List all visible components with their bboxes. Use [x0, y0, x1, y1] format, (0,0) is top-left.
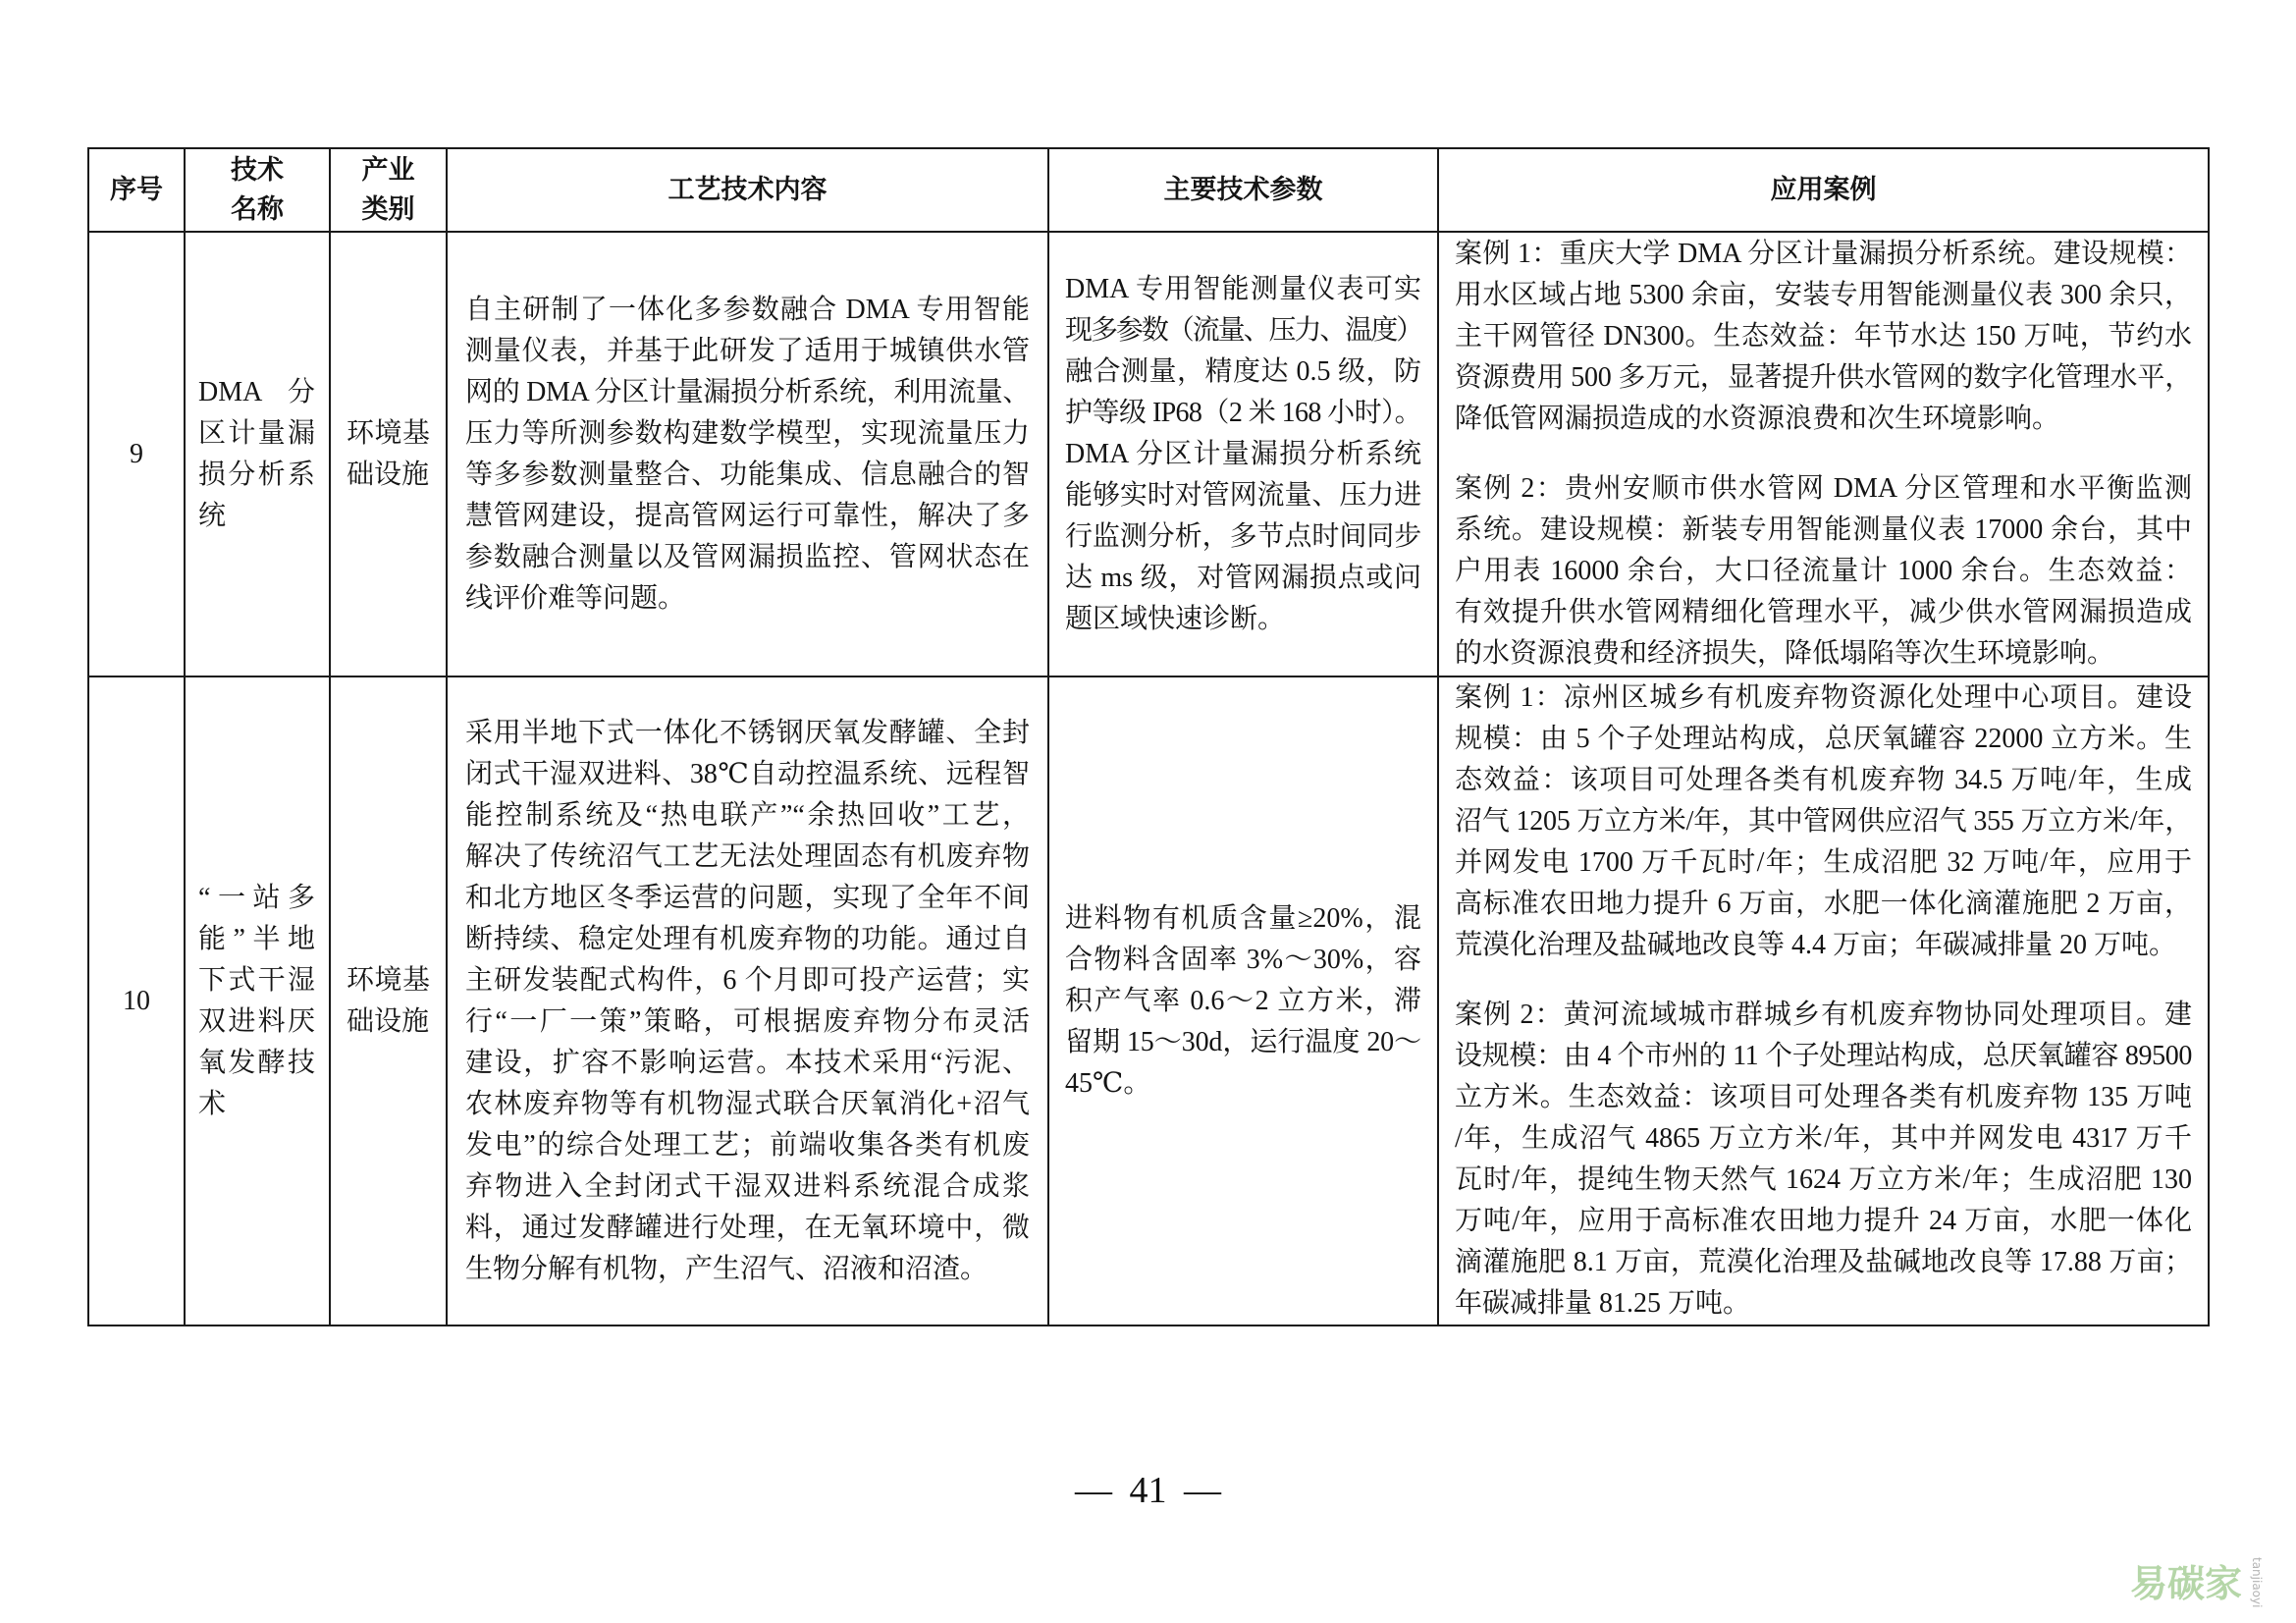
text-line: 案例 2：贵州安顺市供水管网 DMA 分区管理和水平衡监测: [1455, 473, 2192, 504]
text-line: 并网发电 1700 万千瓦时/年；生成沼肥 32 万吨/年，应用于: [1455, 847, 2192, 878]
text-line: 现多参数（流量、压力、温度）: [1065, 314, 1421, 346]
text-line: 料，通过发酵罐进行处理，在无氧环境中，微: [465, 1212, 1030, 1243]
index-cell: 9: [88, 232, 185, 676]
technical-parameters: [1065, 898, 1421, 1105]
text-line: 融合测量，精度达 0.5 级，防: [1065, 355, 1421, 387]
text-line: 损分析系: [198, 459, 315, 490]
text-line: 采用半地下式一体化不锈钢厌氧发酵罐、全封: [465, 717, 1030, 748]
text-line: 生物分解有机物，产生沼气、沼液和沼渣。: [465, 1253, 988, 1284]
process-content: [465, 290, 1030, 620]
text-line: DMA 分: [198, 376, 315, 407]
watermark-logo: [2130, 1557, 2277, 1616]
text-line: 础设施: [347, 1005, 430, 1037]
industry-category: [347, 413, 430, 496]
application-case: [1455, 677, 2192, 966]
text-line: 产业: [361, 154, 415, 186]
text-line: 技术: [231, 154, 284, 186]
text-line: 高标准农田地力提升 6 万亩，水肥一体化滴灌施肥 2 万亩，: [1455, 889, 2192, 919]
application-case: [1455, 995, 2192, 1325]
application-cases-cell: [1438, 232, 2209, 676]
text-line: /年，生成沼气 4865 万立方米/年，其中并网发电 4317 万千: [1455, 1123, 2192, 1154]
text-line: 础设施: [347, 459, 430, 490]
process-content-cell: [447, 232, 1048, 676]
text-line: 滴灌施肥 8.1 万亩，荒漠化治理及盐碱地改良等 17.88 万亩；: [1455, 1247, 2192, 1277]
header-technical-parameters: 主要技术参数: [1048, 148, 1438, 232]
text-line: 沼气 1205 万立方米/年，其中管网供应沼气 355 万立方米/年，: [1455, 806, 2192, 837]
page-number: — 41 —: [1075, 1470, 1221, 1511]
text-line: 留期 15～30d，运行温度 20～: [1065, 1026, 1421, 1057]
text-line: 积产气率 0.6～2 立方米，滞: [1065, 985, 1421, 1016]
text-line: 线评价难等问题。: [465, 582, 686, 614]
text-line: 和北方地区冬季运营的问题，实现了全年不间: [465, 882, 1030, 913]
text-line: 案例 1：凉州区城乡有机废弃物资源化处理中心项目。建设: [1455, 682, 2192, 713]
text-line: 设规模：由 4 个市州的 11 个子处理站构成，总厌氧罐容 89500: [1455, 1041, 2192, 1071]
text-line: 能够实时对管网流量、压力进: [1065, 479, 1421, 511]
text-line: 资源费用 500 多万元，显著提升供水管网的数字化管理水平，: [1455, 362, 2192, 393]
application-case: [1455, 468, 2192, 675]
text-line: 网的 DMA 分区计量漏损分析系统，利用流量、: [465, 376, 1030, 407]
text-line: 用水区域占地 5300 余亩，安装专用智能测量仪表 300 余只，: [1455, 280, 2192, 310]
table-header-row: [88, 148, 2209, 232]
text-line: 闭式干湿双进料、38℃自动控温系统、远程智: [465, 758, 1030, 789]
text-line: 能控制系统及“热电联产”“余热回收”工艺，: [465, 799, 1030, 831]
watermark-site-text: tanjiaoyi: [2250, 1557, 2264, 1608]
table-row: [88, 676, 2209, 1325]
technology-name-cell: [185, 232, 330, 676]
process-content-cell: [447, 676, 1048, 1325]
text-line: 压力等所测参数构建数学模型，实现流量压力: [465, 417, 1030, 449]
technical-parameters-cell: [1048, 232, 1438, 676]
technology-name: [198, 878, 315, 1125]
text-line: 测量仪表，并基于此研发了适用于城镇供水管: [465, 335, 1030, 366]
text-line: 题区域快速诊断。: [1065, 603, 1286, 634]
text-line: 建设，扩容不影响运营。本技术采用“污泥、: [465, 1047, 1030, 1078]
text-line: 弃物进入全封闭式干湿双进料系统混合成浆: [465, 1170, 1030, 1202]
text-line: DMA 分区计量漏损分析系统: [1065, 438, 1421, 469]
text-line: 达 ms 级，对管网漏损点或问: [1065, 562, 1421, 593]
technical-parameters: [1065, 269, 1421, 640]
text-line: 双进料厌: [198, 1005, 315, 1037]
text-line: 45℃。: [1065, 1067, 1151, 1099]
text-line: 护等级 IP68（2 米 168 小时）。: [1065, 397, 1421, 428]
technology-name-cell: [185, 676, 330, 1325]
text-line: 统: [198, 500, 227, 531]
industry-category: [347, 960, 430, 1043]
text-line: 等多参数测量整合、功能集成、信息融合的智: [465, 459, 1030, 490]
text-line: 术: [198, 1088, 227, 1119]
text-line: 降低管网漏损造成的水资源浪费和次生环境影响。: [1455, 404, 2060, 434]
text-line: 环境基: [347, 964, 430, 996]
text-line: 系统。建设规模：新装专用智能测量仪表 17000 余台，其中: [1455, 514, 2192, 545]
header-technology-name-text: [186, 151, 329, 230]
technology-table: [87, 147, 2210, 1326]
text-line: 环境基: [347, 417, 430, 449]
watermark-logo-text: 易碳家: [2130, 1562, 2243, 1605]
text-line: 类别: [361, 193, 415, 225]
text-line: 行监测分析，多节点时间同步: [1065, 520, 1421, 552]
index-cell: 10: [88, 676, 185, 1325]
industry-category-cell: [330, 676, 447, 1325]
text-line: “一站多: [198, 882, 315, 913]
header-technology-name: [185, 148, 330, 232]
text-line: 慧管网建设，提高管网运行可靠性，解决了多: [465, 500, 1030, 531]
text-line: 案例 1：重庆大学 DMA 分区计量漏损分析系统。建设规模：: [1455, 239, 2192, 269]
text-line: 自主研制了一体化多参数融合 DMA 专用智能: [465, 294, 1030, 325]
text-line: 下式干湿: [198, 964, 315, 996]
application-cases-cell: [1438, 676, 2209, 1325]
text-line: 农林废弃物等有机物湿式联合厌氧消化+沼气: [465, 1088, 1030, 1119]
text-line: 能”半地: [198, 923, 315, 954]
text-line: 行“一厂一策”策略，可根据废弃物分布灵活: [465, 1005, 1030, 1037]
industry-category-cell: [330, 232, 447, 676]
text-line: 的水资源浪费和经济损失，降低塌陷等次生环境影响。: [1455, 638, 2115, 669]
text-line: 主研发装配式构件，6 个月即可投产运营；实: [465, 964, 1030, 996]
header-process-content: 工艺技术内容: [447, 148, 1048, 232]
text-line: 立方米。生态效益：该项目可处理各类有机废弃物 135 万吨: [1455, 1082, 2192, 1112]
text-line: 参数融合测量以及管网漏损监控、管网状态在: [465, 541, 1030, 572]
application-case: [1455, 234, 2192, 440]
text-line: 发电”的综合处理工艺；前端收集各类有机废: [465, 1129, 1030, 1161]
text-line: 解决了传统沼气工艺无法处理固态有机废弃物: [465, 840, 1030, 872]
process-content: [465, 713, 1030, 1290]
header-industry-category: [330, 148, 447, 232]
text-line: 名称: [231, 193, 284, 225]
header-index: 序号: [88, 148, 185, 232]
text-line: 断持续、稳定处理有机废弃物的功能。通过自: [465, 923, 1030, 954]
text-line: 年碳减排量 81.25 万吨。: [1455, 1288, 1751, 1319]
technology-name: [198, 372, 315, 537]
text-line: 户用表 16000 余台，大口径流量计 1000 余台。生态效益：: [1455, 556, 2192, 586]
text-line: 氧发酵技: [198, 1047, 315, 1078]
text-line: 区计量漏: [198, 417, 315, 449]
text-line: 有效提升供水管网精细化管理水平，减少供水管网漏损造成: [1455, 597, 2192, 627]
text-line: 进料物有机质含量≥20%，混: [1065, 902, 1421, 934]
text-line: 主干网管径 DN300。生态效益：年节水达 150 万吨，节约水: [1455, 321, 2192, 352]
header-application-cases: 应用案例: [1438, 148, 2209, 232]
text-line: DMA 专用智能测量仪表可实: [1065, 273, 1421, 304]
text-line: 荒漠化治理及盐碱地改良等 4.4 万亩；年碳减排量 20 万吨。: [1455, 930, 2177, 960]
technical-parameters-cell: [1048, 676, 1438, 1325]
header-industry-category-text: [331, 151, 446, 230]
table-row: [88, 232, 2209, 676]
text-line: 案例 2：黄河流域城市群城乡有机废弃物协同处理项目。建: [1455, 1000, 2192, 1030]
text-line: 瓦时/年，提纯生物天然气 1624 万立方米/年；生成沼肥 130: [1455, 1164, 2192, 1195]
text-line: 万吨/年，应用于高标准农田地力提升 24 万亩，水肥一体化: [1455, 1206, 2192, 1236]
text-line: 合物料含固率 3%～30%，容: [1065, 944, 1421, 975]
text-line: 态效益：该项目可处理各类有机废弃物 34.5 万吨/年，生成: [1455, 765, 2192, 795]
text-line: 规模：由 5 个子处理站构成，总厌氧罐容 22000 立方米。生: [1455, 724, 2192, 754]
